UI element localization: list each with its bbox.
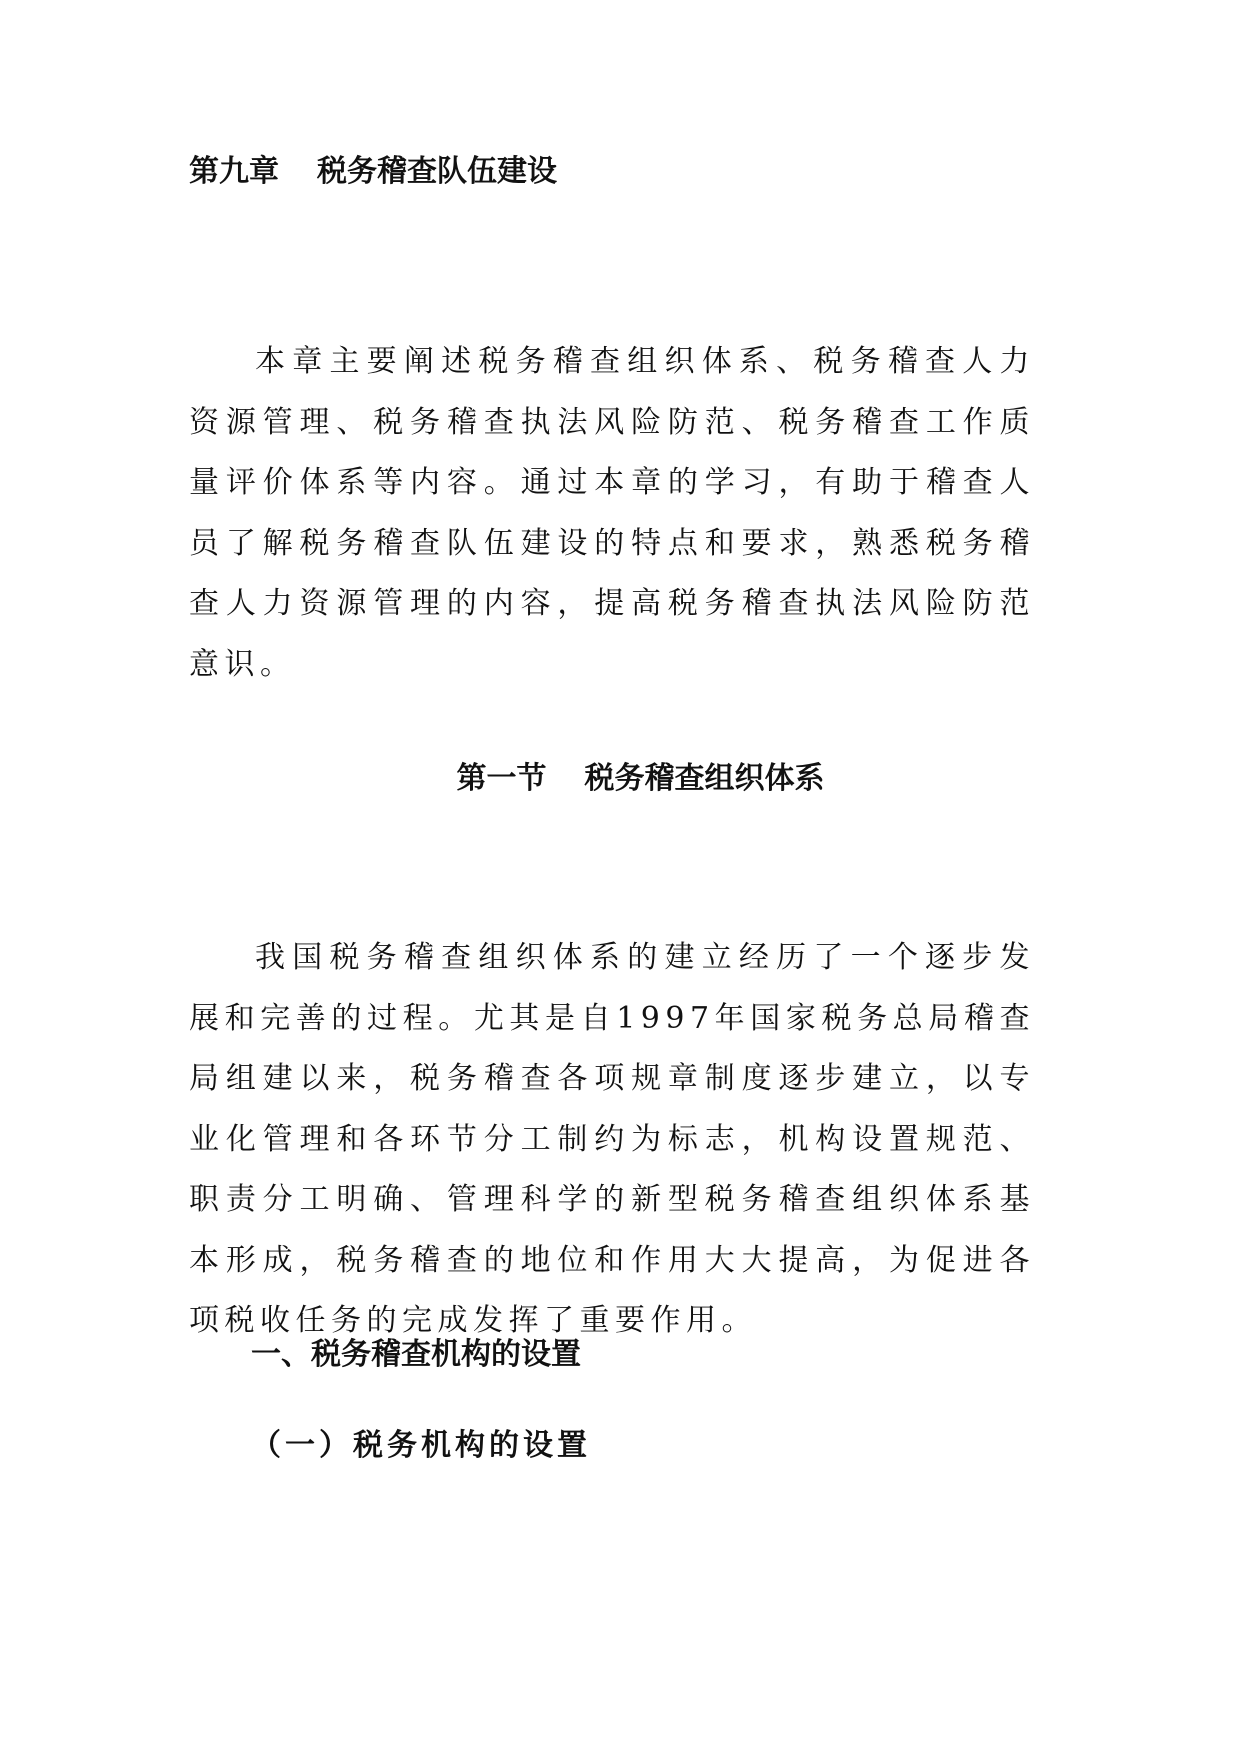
section-body-paragraph: 我国税务稽查组织体系的建立经历了一个逐步发展和完善的过程。尤其是自1997年国家税务总局稽查局组建以来，税务稽查各项规章制度逐步建立，以专业化管理和各环节分工制约为标志，机构设置规范、职责分工明确、管理科学的新型税务稽查组织体系基本形成，税务稽查的地位和作用大大提高，为促进各项税收任务的完成发挥了重要作用。: [189, 940, 1035, 1338]
subsection-heading: 一、税务稽查机构的设置: [251, 1337, 581, 1372]
section-name: 税务稽查组织体系: [584, 761, 825, 796]
section-title: [0, 755, 1241, 803]
chapter-intro-paragraph: 本章主要阐述税务稽查组织体系、税务稽查人力资源管理、税务稽查执法风险防范、税务稽查工作质量评价体系等内容。通过本章的学习，有助于稽查人员了解税务稽查队伍建设的特点和要求，熟悉税务稽查人力资源管理的内容，提高税务稽查执法风险防范意识。: [189, 344, 1035, 682]
section-number: 第一节: [456, 761, 547, 796]
chapter-title: [189, 148, 557, 196]
chapter-number: 第九章: [189, 154, 279, 189]
sub-subsection-heading: （一）税务机构的设置: [251, 1428, 591, 1463]
chapter-name: 税务稽查队伍建设: [317, 154, 557, 189]
